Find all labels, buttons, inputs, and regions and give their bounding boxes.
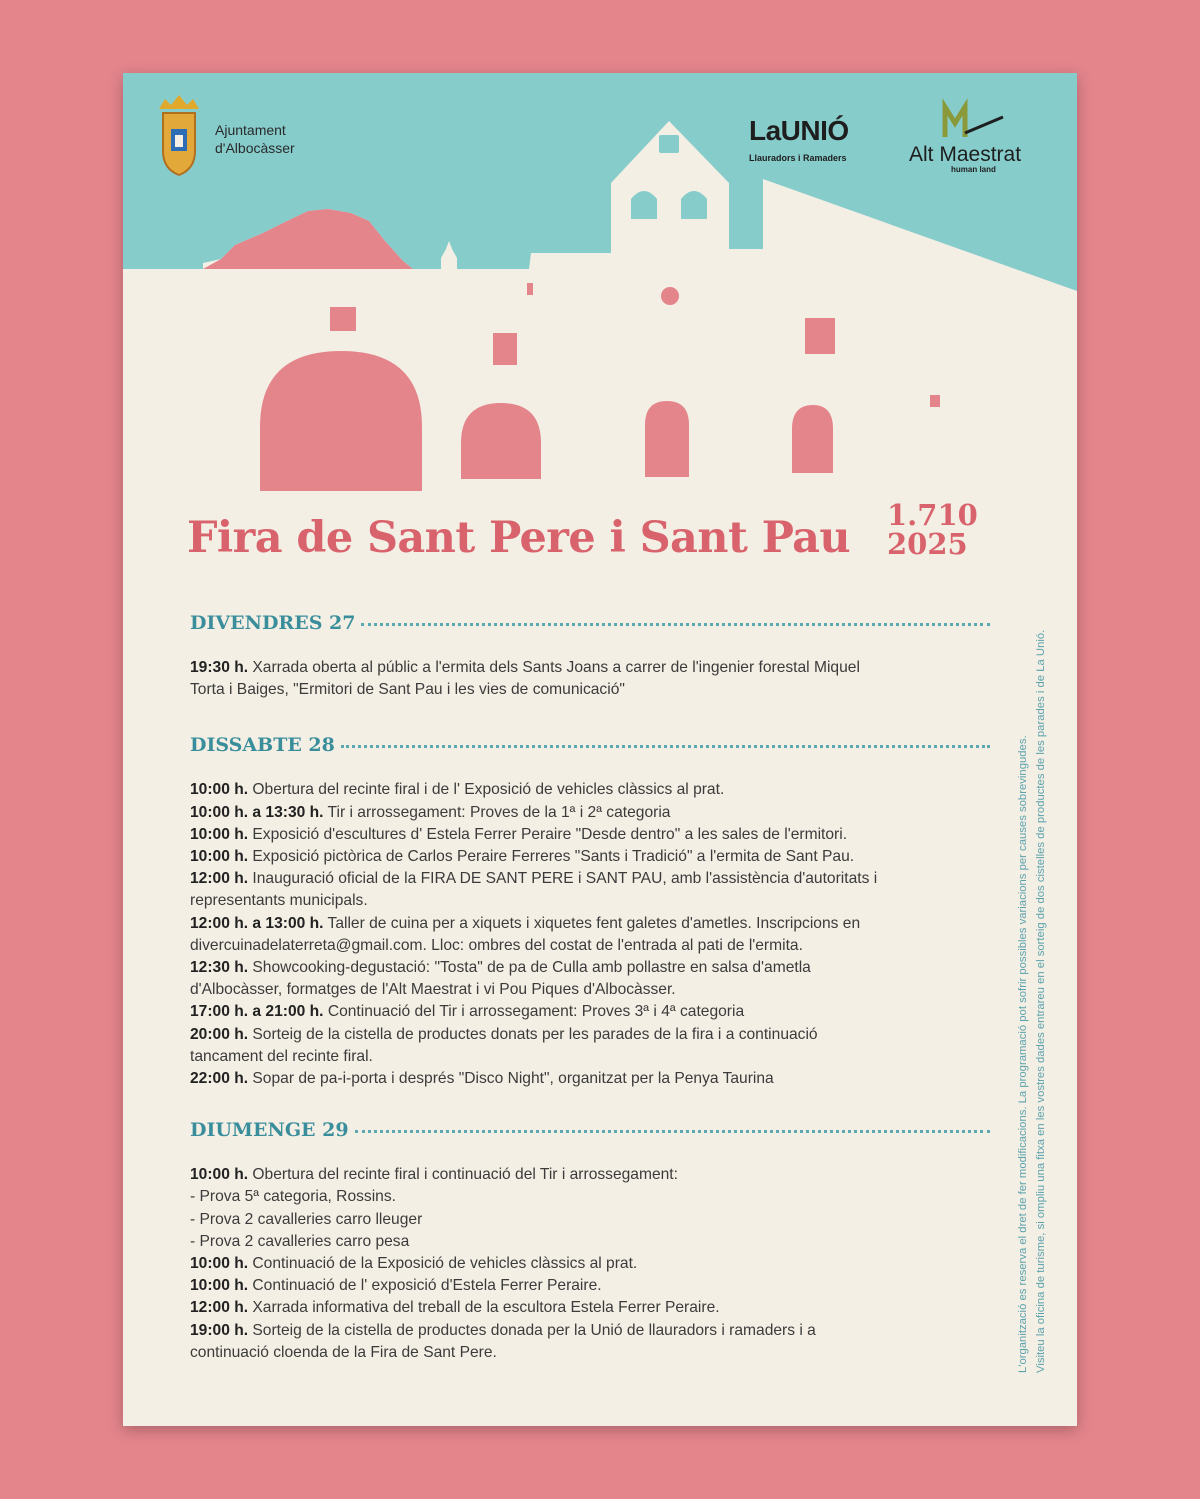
event-text: Sorteig de la cistella de productes donada per la Unió de llauradors i ramaders i a [248, 1321, 816, 1339]
event-list [190, 1164, 990, 1364]
disclaimer-sidebar [1014, 473, 1050, 1373]
event-line [190, 1209, 990, 1231]
dotted-divider [361, 623, 990, 626]
day-heading-label: DIVENDRES 27 [190, 612, 356, 634]
ajuntament-line1: Ajuntament [215, 122, 286, 138]
event-line [190, 1320, 990, 1342]
event-line [190, 913, 990, 935]
event-text: Tir i arrossegament: Proves de la 1ª i 2ª categoria [323, 803, 671, 821]
event-time: 19:00 h. [190, 1321, 249, 1339]
launio-logo-subtitle: Llauradors i Ramaders [749, 153, 847, 163]
event-time: 20:00 h. [190, 1025, 249, 1043]
event-text: Continuació del Tir i arrossegament: Proves 3ª i 4ª categoria [323, 1003, 745, 1021]
event-text: Exposició d'escultures d' Estela Ferrer Peraire "Desde dentro" a les sales de l'ermitori. [248, 825, 848, 843]
event-line [190, 679, 990, 701]
year-second: 2025 [887, 527, 968, 561]
event-line [190, 1164, 990, 1186]
coat-of-arms-icon [159, 95, 199, 175]
event-time: 12:00 h. [190, 1299, 249, 1317]
event-time: 12:00 h. [190, 870, 249, 888]
event-line [190, 657, 990, 679]
event-text: Sopar de pa-i-porta i després "Disco Night", organitzat per la Penya Taurina [248, 1070, 774, 1088]
event-line [190, 1297, 990, 1319]
ajuntament-logo-text [215, 121, 295, 157]
event-line [190, 779, 990, 801]
alt-maestrat-logo-subtitle: human land [951, 165, 996, 174]
event-time: 10:00 h. [190, 781, 249, 799]
event-line [190, 1068, 990, 1090]
event-line [190, 979, 990, 1001]
event-text: continuació cloenda de la Fira de Sant Pere. [190, 1343, 497, 1361]
spacer [190, 701, 990, 731]
spacer [190, 1090, 990, 1116]
day-heading [190, 609, 990, 637]
event-text: Taller de cuina per a xiquets i xiquetes fent galetes d'ametles. Inscripcions en [323, 914, 861, 932]
event-line [190, 935, 990, 957]
event-time: 17:00 h. a 21:00 h. [190, 1003, 324, 1021]
event-time: 10:00 h. [190, 1255, 249, 1273]
event-text: - Prova 2 cavalleries carro pesa [190, 1232, 410, 1250]
event-time: 22:00 h. [190, 1070, 249, 1088]
event-line [190, 957, 990, 979]
event-time: 10:00 h. [190, 825, 249, 843]
event-text: Xarrada oberta al públic a l'ermita dels Sants Joans a carrer de l'ingenier forestal Miquel [248, 659, 860, 676]
event-text: Torta i Baiges, "Ermitori de Sant Pau i les vies de comunicació" [190, 681, 625, 699]
poster-years [887, 498, 978, 561]
event-time: 10:00 h. a 13:30 h. [190, 803, 324, 821]
launio-logo-title: LaUNIÓ [749, 115, 849, 146]
dotted-divider [355, 1130, 990, 1133]
event-text: divercuinadelaterreta@gmail.com. Lloc: ombres del costat de l'entrada al pati de l'ermita. [190, 936, 803, 954]
program-content [190, 609, 990, 1364]
event-text: Obertura del recinte firal i de l' Exposició de vehicles clàssics al prat. [248, 781, 725, 799]
event-line [190, 1001, 990, 1023]
event-text: Obertura del recinte firal i continuació del Tir i arrossegament: [248, 1166, 678, 1184]
event-text: Continuació de la Exposició de vehicles clàssics al prat. [248, 1255, 638, 1273]
event-line [190, 1253, 990, 1275]
event-time: 12:00 h. a 13:00 h. [190, 914, 324, 932]
disclaimer-line1: L'organització es reserva el dret de fer modificacions. La programació pot sofrir possibles variacions per causes sobrevingudes. [1017, 735, 1029, 1373]
event-text: tancament del recinte firal. [190, 1047, 373, 1065]
dotted-divider [341, 745, 990, 748]
day-section-sunday [190, 1116, 990, 1364]
event-list [190, 779, 990, 1090]
event-line [190, 824, 990, 846]
day-section-saturday [190, 731, 990, 1090]
event-text: Inauguració oficial de la FIRA DE SANT PERE i SANT PAU, amb l'assistència d'autoritats i [248, 870, 878, 888]
day-heading [190, 1116, 990, 1144]
event-time: 10:00 h. [190, 848, 249, 866]
event-line [190, 1231, 990, 1253]
event-list [190, 657, 990, 701]
year-first: 1.710 [887, 498, 978, 532]
event-line [190, 846, 990, 868]
event-text: Xarrada informativa del treball de la escultora Estela Ferrer Peraire. [248, 1299, 720, 1317]
event-line [190, 802, 990, 824]
ajuntament-line2: d'Albocàsser [215, 140, 295, 156]
event-text: representants municipals. [190, 892, 368, 910]
event-text: - Prova 5ª categoria, Rossins. [190, 1188, 396, 1206]
event-text: Continuació de l' exposició d'Estela Ferrer Peraire. [248, 1277, 602, 1295]
event-line [190, 1275, 990, 1297]
event-line [190, 1342, 990, 1364]
event-line [190, 890, 990, 912]
day-heading-label: DISSABTE 28 [190, 734, 335, 757]
event-time: 10:00 h. [190, 1277, 249, 1295]
event-time: 12:30 h. [190, 959, 249, 977]
day-heading [190, 731, 990, 759]
event-text: Exposició pictòrica de Carlos Peraire Ferreres "Sants i Tradició" a l'ermita de Sant Pau. [248, 848, 855, 866]
event-line [190, 1024, 990, 1046]
event-text: Showcooking-degustació: "Tosta" de pa de Culla amb pollastre en salsa d'ametla [248, 959, 811, 977]
poster-title: Fira de Sant Pere i Sant Pau [187, 513, 851, 563]
event-time: 19:30 h. [190, 659, 249, 676]
event-line [190, 868, 990, 890]
event-line [190, 1186, 990, 1208]
day-heading-label: DIUMENGE 29 [190, 1119, 349, 1142]
event-time: 10:00 h. [190, 1166, 249, 1184]
alt-maestrat-logo-title: Alt Maestrat [909, 143, 1022, 166]
event-text: - Prova 2 cavalleries carro lleuger [190, 1210, 423, 1228]
poster [123, 73, 1077, 1426]
event-line [190, 1046, 990, 1068]
event-text: Sorteig de la cistella de productes donats per les parades de la fira i a continuació [248, 1025, 818, 1043]
day-section-friday [190, 609, 990, 701]
disclaimer-line2: Visiteu la oficina de turisme, si ompliu una fitxa en les vostres dades entrareu en el sorteig de dos cistelles de productes de les parades i de La Unió. [1035, 629, 1047, 1373]
event-text: d'Albocàsser, formatges de l'Alt Maestrat i vi Pou Piques d'Albocàsser. [190, 981, 676, 999]
